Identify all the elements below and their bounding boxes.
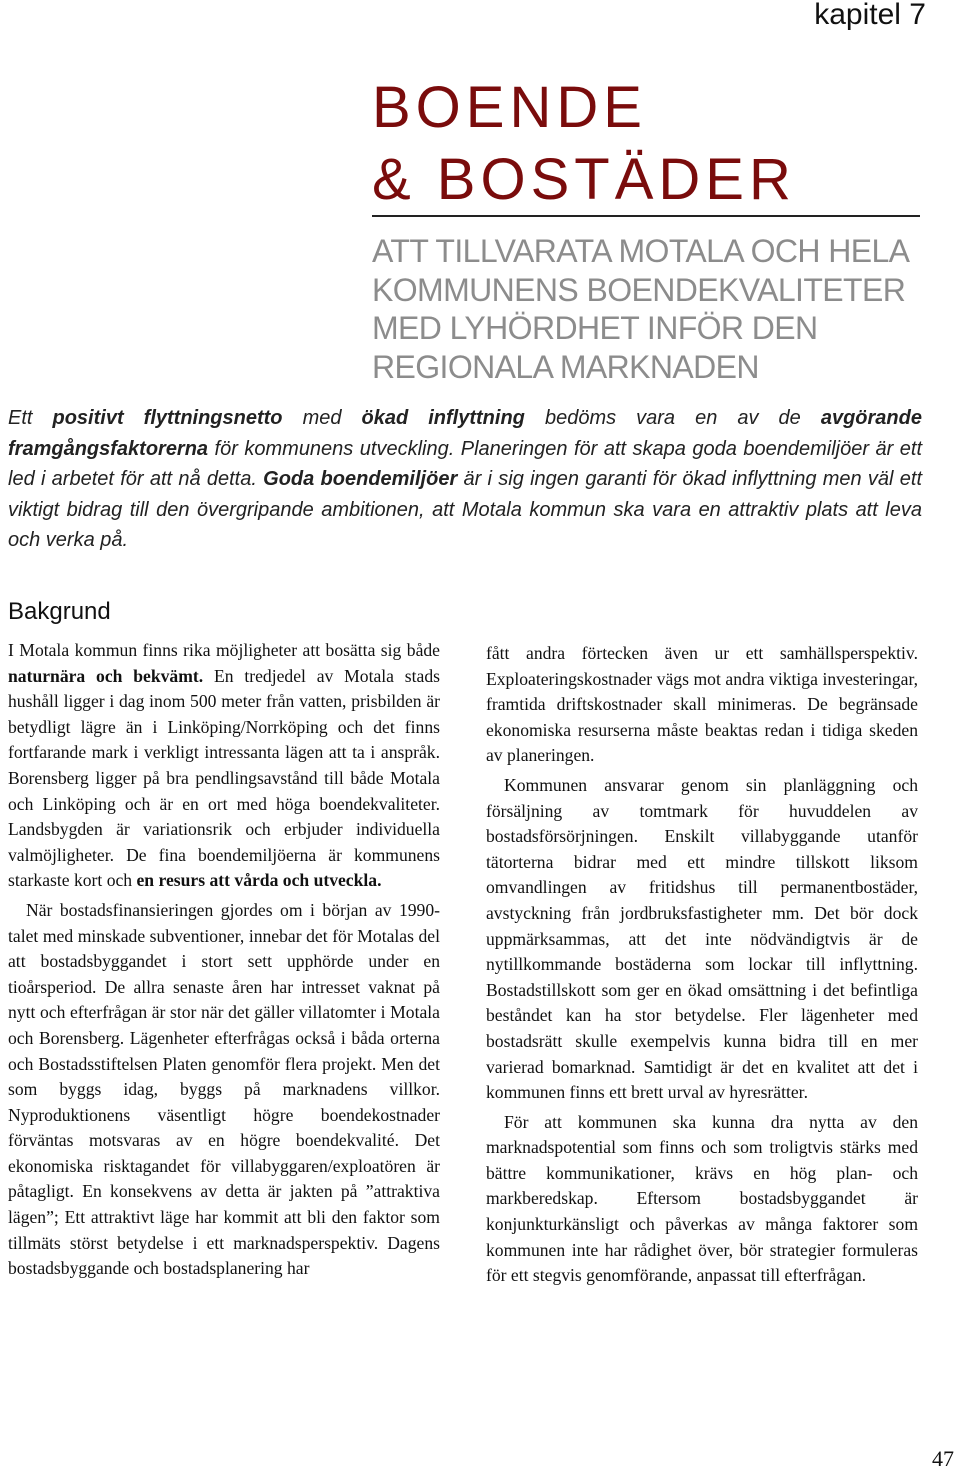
body-paragraph: När bostadsfinansieringen gjordes om i början av 1990-talet med minskade subventioner, innebar det för Motalas del att bostadsbyggandet i stort sett upphörde under en tioårsperiod. De allra senaste åren har intresset vaknat på nytt och efterfrågan är stor när det gäller villatomter i Motala och Borensberg. Lägenheter efterfrågas också i båda orterna och Bostadsstiftelsen Platen genomför flera projekt. Men det som byggs idag, byggs på marknadens villkor. Nyproduktionens väsentligt högre boendekostnader förväntas motsvaras av en högre boendekvalité. Det ekonomiska risktagandet för villabyggaren/exploatören är påtagligt. En konsekvens av detta är jakten på ”attraktiva lägen”; Ett attraktivt läge har kommit att bli den faktor som tillmäts störst betydelse i ett marknadsperspektiv. Dagens bostadsbyggande och bostadsplanering har (8, 899, 440, 1279)
title-line-2: & BOSTÄDER (372, 147, 796, 212)
intro-text: med (282, 407, 362, 429)
body-paragraph: För att kommunen ska kunna dra nytta av den marknadspotential som finns och som troligtvis stärks med bättre kommunikationer, krävs en hög plan- och markberedskap. Eftersom bostadsbyggandet är konjunkturkänsligt och påverkas av många faktorer som kommunen inte har rådighet över, bör strategier formuleras för ett stegvis genomförande, anpassat till efterfrågan. (486, 1111, 918, 1286)
intro-text: Ett (8, 407, 53, 429)
intro-emphasis: Goda boendemiljöer (263, 468, 458, 490)
subtitle-line-2: KOMMUNENS BOENDEKVALITETER (372, 271, 906, 308)
title-line-1: BOENDE (372, 75, 647, 140)
body-paragraph: fått andra förtecken även ur ett samhällsperspektiv. Exploateringskostnader vägs mot andra viktiga investeringar, framtida driftskostnader skall minimeras. De begränsade ekonomiska resurserna måste beaktas redan i tidiga skeden av planeringen. (486, 643, 918, 766)
intro-paragraph (8, 403, 922, 556)
subtitle-line-4: REGIONALA MARKNADEN (372, 348, 759, 385)
intro-text: bedöms vara en av de (524, 407, 821, 429)
subtitle-line-1: ATT TILLVARATA MOTALA OCH HELA (372, 233, 910, 269)
body-paragraph (8, 638, 440, 894)
title-divider (372, 215, 920, 217)
subtitle (372, 232, 920, 386)
chapter-label: kapitel 7 (814, 0, 926, 31)
body-emphasis: en resurs att vårda och utveckla. (136, 870, 382, 891)
left-column (8, 638, 440, 1282)
intro-text: för kommunens utveckling. Planeringen för att skapa goda boendemiljöer är ett led i arbetet för att nå detta. (8, 437, 922, 490)
page-number: 47 (932, 1446, 954, 1471)
intro-emphasis: avgörande framgångsfaktorerna (8, 407, 922, 460)
right-column (486, 641, 918, 1289)
body-text: I Motala kommun finns rika möjligheter att bosätta sig både (8, 640, 440, 660)
body-text: En tredjedel av Motala stads hushåll ligger i dag inom 500 meter från vatten, prisbilden är betydligt lägre än i Linköping/Norrköping och det finns fortfarande mark i verkligt intressanta lägen att ta i anspråk. Borensberg ligger på bra pendlingsavstånd till både Motala och Linköping och är en ort med höga boendekvaliteter. Landsbygden är variationsrik och erbjuder individuella valmöjligheter. De fina boendemiljöerna är kommunens starkaste kort och (8, 665, 440, 891)
subtitle-line-3: MED LYHÖRDHET INFÖR DEN (372, 310, 818, 346)
intro-text: är i sig ingen garanti för ökad inflyttning men väl ett viktigt bidrag till den övergripande ambitionen, att Motala kommun ska vara en attraktiv plats att leva och verka på. (8, 468, 923, 551)
intro-emphasis: positivt flyttningsnetto (52, 407, 283, 429)
page-title (372, 72, 932, 216)
body-emphasis: naturnära och bekvämt. (8, 665, 204, 686)
body-paragraph: Kommunen ansvarar genom sin planläggning och försäljning av tomtmark för huvuddelen av bostadsförsörjningen. Enskilt villabyggande utanför tätorterna bidrar med ett mindre tillskott liksom omvandlingen av fritidshus till permanentbostäder, avstyckning från jordbruksfastigheter mm. Det bör dock uppmärksammas, att det inte nödvändigtvis är de nytillkommande bostäderna som lockar till inflyttning. Bostadstillskott som ger en ökad omsättning i det befintliga beståndet kan ha stor betydelse. Fler lägenheter med bostadsrätt skulle exempelvis kunna bidra till en mer varierad bomarknad. Samtidigt är det en kvalitet att det i kommunen finns ett brett urval av hyresrätter. (486, 774, 918, 1103)
section-heading: Bakgrund (8, 598, 111, 625)
intro-emphasis: ökad inflyttning (361, 407, 525, 429)
